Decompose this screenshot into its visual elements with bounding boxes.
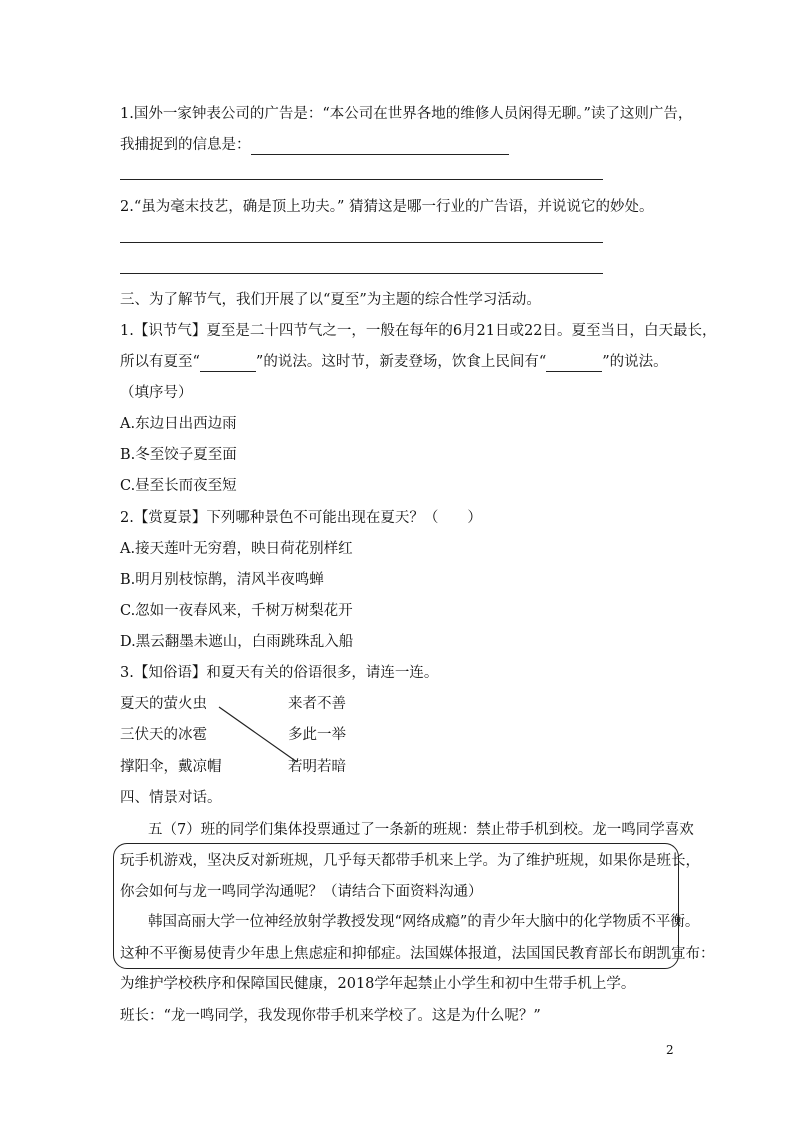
s3-item2-option-d: D.黑云翻墨未遮山，白雨跳珠乱入船 — [120, 634, 354, 650]
match-left-3[interactable]: 撑阳伞，戴凉帽 — [120, 759, 222, 775]
match-right-1[interactable]: 来者不善 — [288, 696, 346, 712]
s3-item2-option-a: A.接天莲叶无穷碧，映日荷花别样红 — [120, 541, 353, 557]
match-left-1[interactable]: 夏天的萤火虫 — [120, 696, 207, 712]
s3-item1-option-a: A.东边日出西边雨 — [120, 416, 237, 432]
s3-item2-option-c: C.忽如一夜春风来，千树万树梨花开 — [120, 603, 353, 619]
s3-item3-question: 3.【知俗语】和夏天有关的俗语很多，请连一连。 — [120, 665, 439, 681]
s4-para1-line1: 五（7）班的同学们集体投票通过了一条新的班规：禁止带手机到校。龙一鸣同学喜欢 — [148, 822, 694, 838]
s3-item1-option-c: C.昼至长而夜至短 — [120, 478, 237, 494]
q2-line1: 2.“虽为毫末技艺，确是顶上功夫。” 猜猜这是哪一行业的广告语，并说说它的妙处。 — [120, 199, 654, 215]
s3-item1-line3: （填序号） — [120, 385, 193, 401]
s4-para1-line3: 你会如何与龙一鸣同学沟通呢？（请结合下面资料沟通） — [120, 884, 483, 900]
s3-item2-option-b: B.明月别枝惊鹊，清风半夜鸣蝉 — [120, 572, 324, 588]
s4-para2-line1: 韩国高丽大学一位神经放射学教授发现“网络成瘾”的青少年大脑中的化学物质不平衡。 — [148, 914, 700, 930]
match-right-3[interactable]: 若明若暗 — [288, 759, 346, 775]
s3-item1-line1: 1.【识节气】夏至是二十四节气之一，一般在每年的6月21日或22日。夏至当日，白天最长， — [120, 323, 717, 339]
s4-dialogue: 班长：“龙一鸣同学，我发现你带手机来学校了。这是为什么呢？” — [120, 1008, 541, 1024]
q1-line1: 1.国外一家钟表公司的广告是：“本公司在世界各地的维修人员闲得无聊。”读了这则广告， — [120, 106, 693, 122]
s4-para2-line2: 这种不平衡易使青少年患上焦虑症和抑郁症。法国媒体报道，法国国民教育部长布朗凯宣布： — [120, 946, 715, 962]
s3-item1-text-c: ”的说法。 — [602, 354, 668, 370]
s3-item2-question: 2.【赏夏景】下列哪种景色不可能出现在夏天？（ ） — [120, 510, 482, 526]
section4-heading: 四、情景对话。 — [120, 790, 222, 806]
s3-item1-text-b: ”的说法。这时节，新麦登场，饮食上民间有“ — [255, 354, 547, 370]
match-left-2[interactable]: 三伏天的冰雹 — [120, 727, 207, 743]
page-number: 2 — [666, 1043, 674, 1057]
match-right-2[interactable]: 多此一举 — [288, 727, 346, 743]
s3-item1-option-b: B.冬至饺子夏至面 — [120, 447, 237, 463]
section3-heading: 三、为了解节气，我们开展了以“夏至”为主题的综合性学习活动。 — [120, 292, 541, 308]
s4-para1-line2: 玩手机游戏，坚决反对新班规，几乎每天都带手机来上学。为了维护班规，如果你是班长， — [120, 853, 700, 869]
s4-para2-line3: 为维护学校秩序和保障国民健康，2018学年起禁止小学生和初中生带手机上学。 — [120, 976, 636, 992]
q1-line2-prefix: 我捕捉到的信息是： — [120, 137, 251, 153]
s3-item1-text-a: 所以有夏至“ — [120, 354, 200, 370]
